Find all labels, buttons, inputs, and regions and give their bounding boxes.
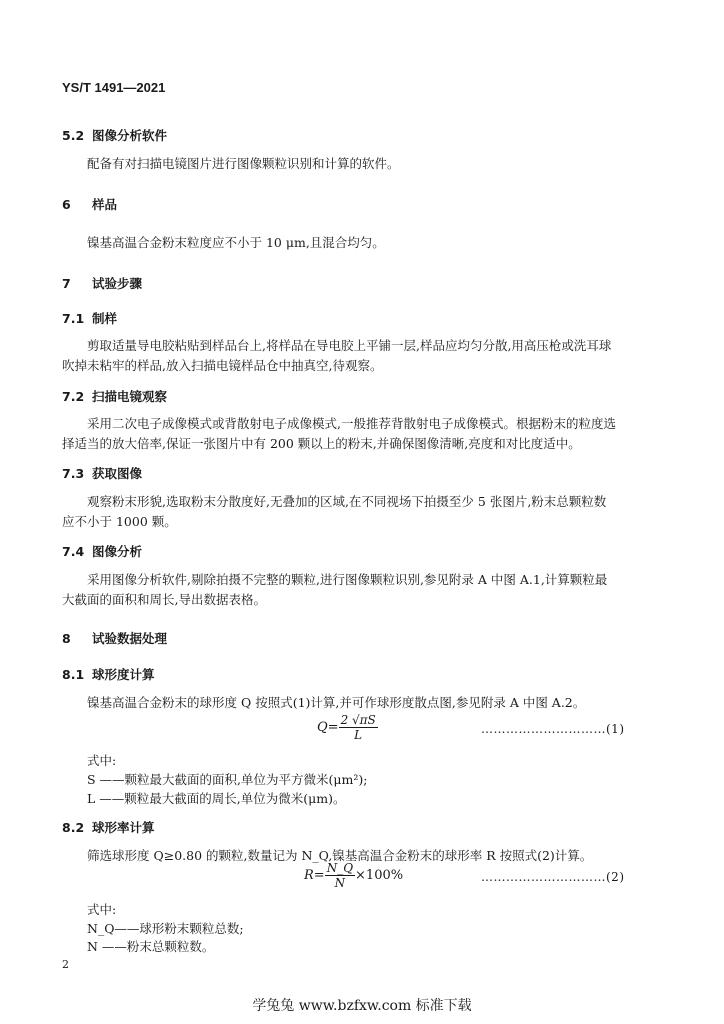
equation-fraction <box>339 713 378 742</box>
where-label-2: 式中: <box>87 902 117 917</box>
paragraph-7-2-line1: 采用二次电子成像模式或背散射电子成像模式,一般推荐背散射电子成像模式。根据粉末的粒度选 <box>87 416 616 431</box>
heading-7-1 <box>62 309 117 327</box>
section-number: 7.4 <box>62 544 85 559</box>
heading-6 <box>62 195 117 213</box>
doc-code: YS/T 1491—2021 <box>62 80 166 95</box>
section-title: 样品 <box>92 197 118 212</box>
equation-2 <box>304 861 403 890</box>
heading-7-3 <box>62 464 142 482</box>
paragraph-6: 镍基高温合金粉末粒度应不小于 10 μm,且混合均匀。 <box>87 235 385 250</box>
paragraph-8-2: 筛选球形度 Q≥0.80 的颗粒,数量记为 N_Q,镍基高温合金粉末的球形率 R 按照式(2)计算。 <box>87 848 593 863</box>
fraction-numerator: N_Q <box>326 861 354 875</box>
paragraph-7-4-line1: 采用图像分析软件,剔除拍摄不完整的颗粒,进行图像颗粒识别,参见附录 A 中图 A.1,计算颗粒最 <box>87 572 608 587</box>
section-title: 获取图像 <box>92 466 143 481</box>
section-number: 8.1 <box>62 667 85 682</box>
paragraph-7-4-line2: 大截面的面积和周长,导出数据表格。 <box>62 592 266 607</box>
section-number: 5.2 <box>62 128 85 143</box>
paragraph-7-1-line2: 吹掉未粘牢的样品,放入扫描电镜样品仓中抽真空,待观察。 <box>62 358 383 373</box>
heading-7-4 <box>62 542 142 560</box>
fraction-denominator: L <box>354 728 363 742</box>
section-title: 制样 <box>92 311 118 326</box>
section-title: 试验步骤 <box>92 276 143 291</box>
section-title: 图像分析软件 <box>92 128 168 143</box>
paragraph-8-1: 镍基高温合金粉末的球形度 Q 按照式(1)计算,并可作球形度散点图,参见附录 A 中图 A.2。 <box>87 695 586 710</box>
paragraph-7-2-line2: 择适当的放大倍率,保证一张图片中有 200 颗以上的粉末,并确保图像清晰,亮度和对比度适中。 <box>62 436 581 451</box>
section-number: 7.2 <box>62 389 85 404</box>
heading-8-1 <box>62 665 155 683</box>
section-title: 图像分析 <box>92 544 143 559</box>
heading-7 <box>62 274 142 292</box>
definition-l: L ——颗粒最大截面的周长,单位为微米(μm)。 <box>87 791 346 806</box>
heading-8 <box>62 629 167 647</box>
heading-5-2 <box>62 126 167 144</box>
section-number: 6 <box>62 197 71 212</box>
fraction-denominator: N <box>334 876 346 890</box>
section-title: 扫描电镜观察 <box>92 389 168 404</box>
paragraph-7-3-line1: 观察粉末形貌,选取粉末分散度好,无叠加的区域,在不同视场下拍摄至少 5 张图片,粉末总颗粒数 <box>87 494 607 509</box>
section-number: 8 <box>62 631 71 646</box>
fraction-numerator: 2 √πS <box>340 713 376 727</box>
section-number: 7.3 <box>62 466 85 481</box>
paragraph-7-1-line1: 剪取适量导电胶粘贴到样品台上,将样品在导电胶上平铺一层,样品应均匀分散,用高压枪或洗耳球 <box>87 338 612 353</box>
definition-s: S ——颗粒最大截面的面积,单位为平方微米(μm²); <box>87 772 368 787</box>
equation-rhs: ×100% <box>355 868 404 883</box>
where-label-1: 式中: <box>87 753 117 768</box>
definition-n: N ——粉末总颗粒数。 <box>87 939 215 954</box>
heading-8-2 <box>62 818 155 836</box>
equation-fraction <box>325 861 355 890</box>
section-title: 球形率计算 <box>92 820 155 835</box>
section-title: 试验数据处理 <box>92 631 168 646</box>
definition-nq: N_Q——球形粉末颗粒总数; <box>87 921 244 936</box>
page-number: 2 <box>62 958 69 971</box>
footer-watermark: 学兔兔 www.bzfxw.com 标准下载 <box>252 998 472 1014</box>
equation-lhs: R= <box>304 868 325 883</box>
equation-lhs: Q= <box>317 720 339 735</box>
heading-7-2 <box>62 387 167 405</box>
paragraph-5-2: 配备有对扫描电镜图片进行图像颗粒识别和计算的软件。 <box>87 156 400 171</box>
equation-1 <box>317 713 378 742</box>
paragraph-7-3-line2: 应不小于 1000 颗。 <box>62 514 177 529</box>
equation-number-2: …………………………(2) <box>481 870 625 884</box>
section-title: 球形度计算 <box>92 667 155 682</box>
section-number: 7 <box>62 276 71 291</box>
section-number: 8.2 <box>62 820 85 835</box>
section-number: 7.1 <box>62 311 85 326</box>
equation-number-1: …………………………(1) <box>481 722 625 736</box>
